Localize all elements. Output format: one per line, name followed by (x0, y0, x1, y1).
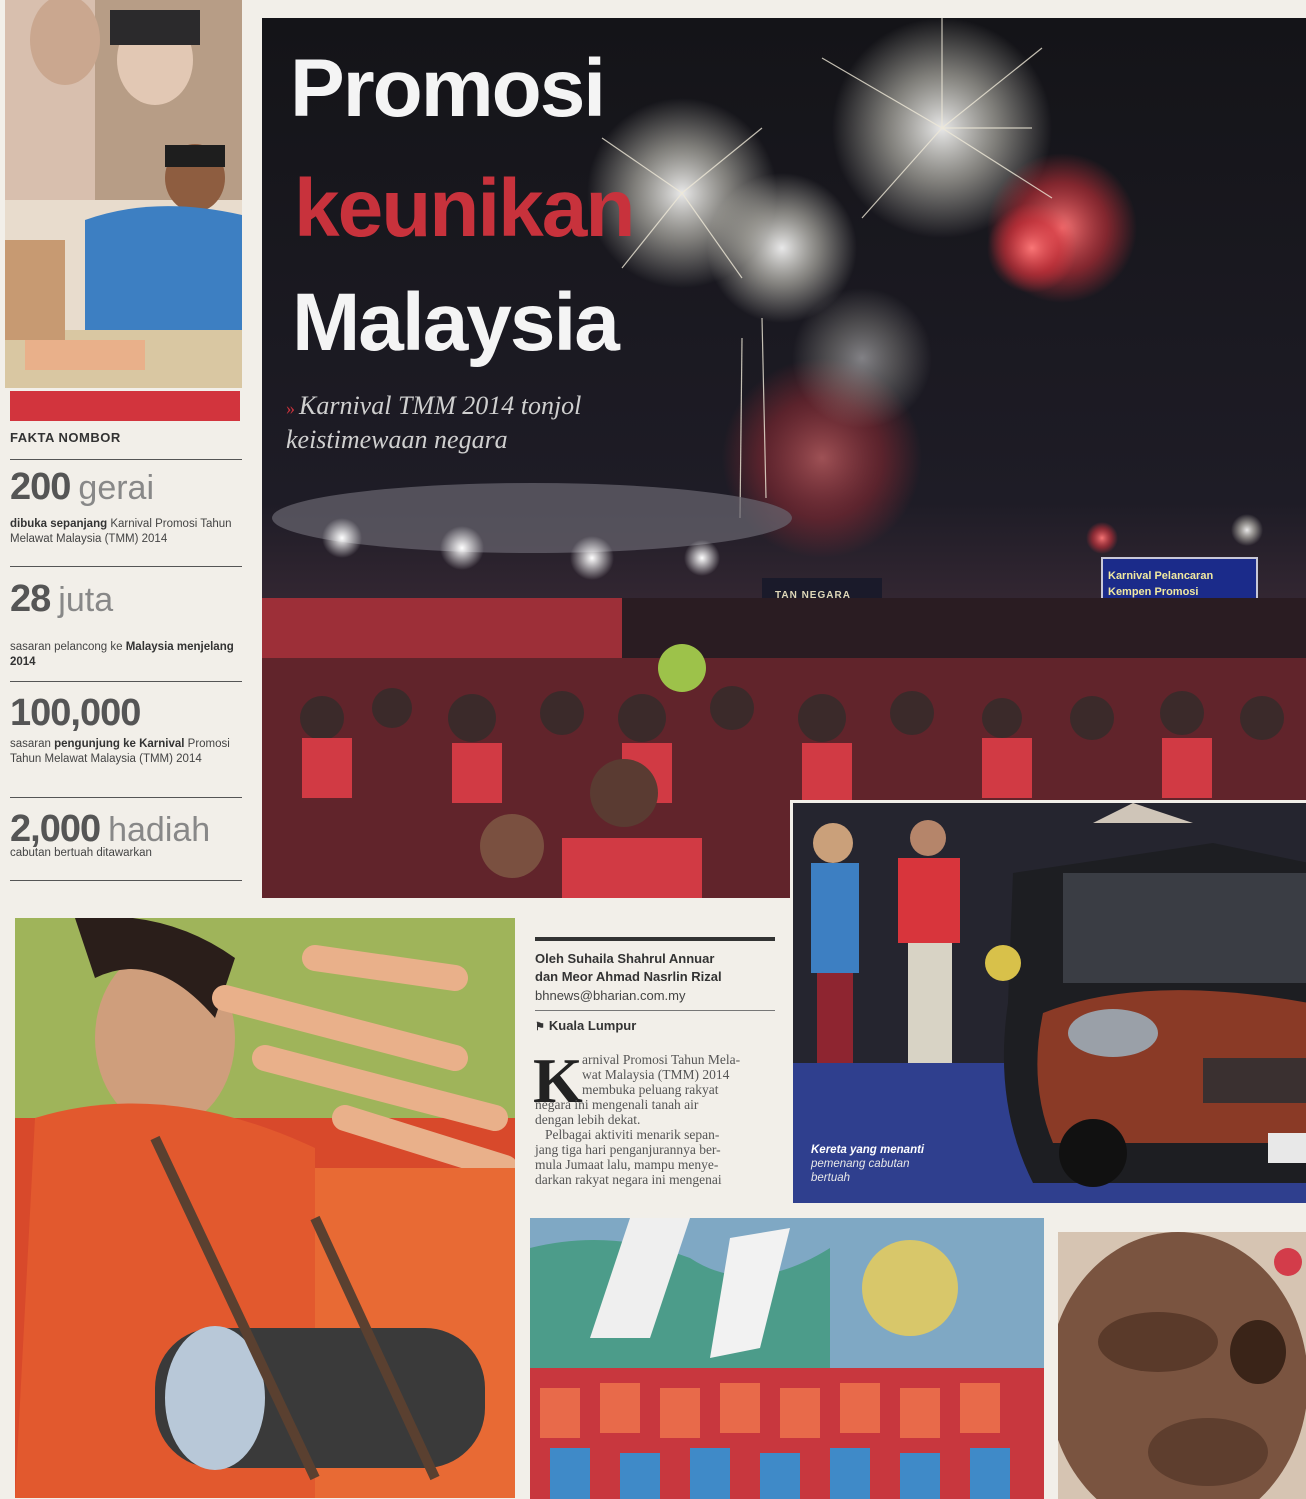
fact-description (10, 737, 248, 767)
article-line: jang tiga hari penganjurannya ber- (535, 1142, 721, 1157)
headline-line-2: keunikan (294, 163, 634, 254)
banner-sign-line2: Kempen Promosi (1108, 586, 1199, 598)
fact-desc-text: Karnival Promosi Tahun Melawat Malaysia (TMM) 2014 (10, 518, 232, 545)
byline-authors-1: Oleh Suhaila Shahrul Annuar (535, 951, 715, 966)
fact-number (10, 692, 140, 735)
byline-rule (535, 937, 775, 941)
fact-number (10, 466, 154, 509)
facts-divider (10, 566, 242, 567)
fact-desc-bold: Malaysia menjelang 2014 (10, 641, 234, 668)
fact-unit: gerai (78, 469, 155, 507)
article-line: wat Malaysia (TMM) 2014 (582, 1067, 730, 1082)
fact-desc-bold: dibuka sepanjang (10, 518, 108, 530)
fact-desc-bold: pengunjung ke Karnival (54, 738, 185, 750)
drop-cap: K (533, 1045, 583, 1116)
fact-desc-text: cabutan bertuah ditawarkan (10, 847, 152, 859)
fact-value: 28 (10, 578, 51, 620)
fact-value: 100,000 (10, 692, 141, 734)
fact-unit: juta (58, 581, 114, 619)
fact-description (10, 517, 248, 547)
fact-description (10, 846, 248, 861)
fact-number (10, 808, 210, 851)
photo-caption (811, 1143, 951, 1185)
deck-line-1: Karnival TMM 2014 tonjol (299, 391, 582, 420)
car-prize-photo (790, 800, 1306, 1206)
deck-marker: » (286, 398, 295, 418)
headline-line-3: Malaysia (292, 277, 618, 368)
fact-value: 200 (10, 466, 71, 508)
byline-email[interactable]: bhnews@bharian.com.my (535, 988, 686, 1003)
drum-dancers-photo (15, 918, 515, 1498)
byline-authors-2: dan Meor Ahmad Nasrlin Rizal (535, 969, 722, 984)
facts-divider (10, 681, 242, 682)
wooden-mask-photo (1058, 1232, 1306, 1499)
painter-photo (5, 0, 242, 388)
dateline-text: Kuala Lumpur (548, 1018, 637, 1033)
article-line: darkan rakyat negara ini mengenai (535, 1172, 722, 1187)
caption-bold: Kereta yang menanti (811, 1144, 925, 1156)
article-line: membuka peluang rakyat (582, 1082, 719, 1097)
article-line: dengan lebih dekat. (535, 1112, 641, 1127)
stage-sign-text: TAN NEGARA (775, 590, 851, 601)
red-accent-bar (10, 391, 240, 421)
flag-icon: ⚑ (535, 1021, 545, 1033)
article-line: Pelbagai aktiviti menarik sepan- (545, 1127, 720, 1142)
dateline (535, 1018, 636, 1033)
headline-deck (286, 390, 666, 456)
facts-title: FAKTA NOMBOR (10, 430, 121, 445)
fact-desc-text: sasaran (10, 738, 55, 750)
article-line: mula Jumaat lalu, mampu menye- (535, 1157, 719, 1172)
fact-value: 2,000 (10, 808, 101, 850)
article-line: negara ini mengenali tanah air (535, 1097, 699, 1112)
fact-unit: hadiah (108, 811, 211, 849)
fact-number (10, 578, 113, 621)
deck-line-2: keistimewaan negara (286, 425, 508, 454)
banner-sign-line1: Karnival Pelancaran (1108, 570, 1214, 582)
dateline-rule (535, 1010, 775, 1011)
fireworks-crowd-photo (262, 18, 1306, 898)
facts-divider (10, 797, 242, 798)
cultural-performance-photo (530, 1218, 1044, 1499)
headline-line-1: Promosi (290, 43, 605, 134)
article-line: arnival Promosi Tahun Mela- (582, 1052, 741, 1067)
facts-divider (10, 459, 242, 460)
fact-desc-text: Promosi Tahun Melawat Malaysia (TMM) 2014 (10, 738, 230, 765)
fact-description (10, 640, 248, 670)
fact-desc-text: sasaran pelancong ke (10, 641, 126, 653)
caption-text: pemenang cabutan bertuah (811, 1158, 910, 1184)
facts-divider (10, 880, 242, 881)
